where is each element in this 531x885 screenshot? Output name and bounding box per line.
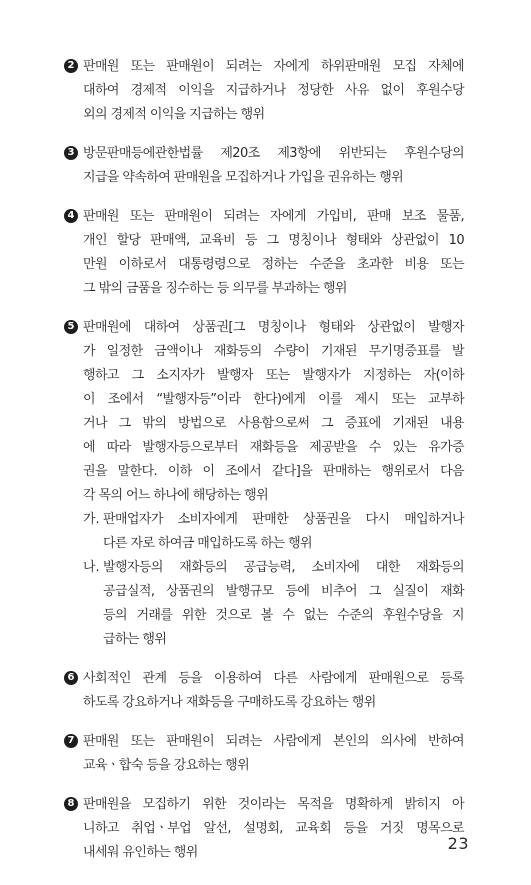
number-badge: 4: [64, 209, 78, 223]
text-line: 지급을 약속하여 판매원을 모집하거나 가입을 권유하는 행위: [83, 170, 404, 185]
text-line: 급하는 행위: [103, 632, 167, 647]
text-line: 가 일정한 금액이나 재화등의 수량이 기재된 무기명증표를 발: [83, 344, 464, 359]
text-line: 거나 그 밖의 방법으로 사용함으로써 그 증표에 기재된 내용: [83, 416, 464, 431]
text-line: 판매원에 대하여 상품권[그 명칭이나 형태와 상관없이 발행자: [83, 320, 464, 335]
text-line: 등의 거래를 위한 것으로 볼 수 없는 수준의 후원수당을 지: [103, 608, 464, 623]
number-badge: 8: [64, 797, 78, 811]
sub-item-ga: [83, 508, 464, 556]
list-item-6: [64, 667, 464, 715]
text-line: 에 따라 발행자등으로부터 재화등을 제공받을 수 있는 유가증: [83, 440, 464, 455]
list-item-8: [64, 793, 464, 865]
number-badge: 7: [64, 734, 78, 748]
text-line: 사회적인 관계 등을 이용하여 다른 사람에게 판매원으로 등록: [83, 671, 464, 686]
text-line: 공급실적, 상품권의 발행규모 등에 비추어 그 실질이 재화: [103, 584, 464, 599]
text-line: 내세워 유인하는 행위: [83, 845, 198, 860]
sub-item-marker: 나.: [83, 560, 100, 575]
text-line: 판매원 또는 판매원이 되려는 자에게 하위판매원 모집 자체에: [83, 59, 464, 74]
text-line: 이 조에서 “발행자등”이라 한다)에게 이를 제시 또는 교부하: [83, 392, 464, 407]
text-line: 판매원 또는 판매원이 되려는 자에게 가입비, 판매 보조 물품,: [83, 209, 464, 224]
number-badge: 5: [64, 320, 78, 334]
list-item-3: [64, 142, 464, 190]
text-line: 만원 이하로서 대통령령으로 정하는 수준을 초과한 비용 또는: [83, 257, 464, 272]
text-line: 하도록 강요하거나 재화등을 구매하도록 강요하는 행위: [83, 695, 376, 710]
list-item-5: [64, 316, 464, 652]
text-line: 판매업자가 소비자에게 판매한 상품권을 다시 매입하거나: [103, 512, 464, 527]
sub-item-na: [83, 556, 464, 652]
text-line: 판매원을 모집하기 위한 것이라는 목적을 명확하게 밝히지 아: [83, 797, 464, 812]
text-line: 판매원 또는 판매원이 되려는 사람에게 본인의 의사에 반하여: [83, 734, 464, 749]
text-line: 외의 경제적 이익을 지급하는 행위: [83, 107, 265, 122]
text-line: 교육ㆍ합숙 등을 강요하는 행위: [83, 758, 250, 773]
text-line: 개인 할당 판매액, 교육비 등 그 명칭이나 형태와 상관없이 10: [83, 233, 464, 248]
text-line: 권을 말한다. 이하 이 조에서 같다]을 판매하는 행위로서 다음: [83, 464, 464, 479]
text-line: 각 목의 어느 하나에 해당하는 행위: [83, 488, 269, 503]
text-line: 그 밖의 금품을 징수하는 등 의무를 부과하는 행위: [83, 281, 347, 296]
text-line: 니하고 취업ㆍ부업 알선, 설명회, 교육회 등을 거짓 명목으로: [83, 821, 464, 836]
number-badge: 2: [64, 59, 78, 73]
text-line: 방문판매등에관한법률 제20조 제3항에 위반되는 후원수당의: [83, 146, 464, 161]
text-line: 다른 자로 하여금 매입하도록 하는 행위: [103, 536, 312, 551]
text-line: 발행자등의 재화등의 공급능력, 소비자에 대한 재화등의: [103, 560, 464, 575]
list-item-7: [64, 730, 464, 778]
text-line: 대하여 경제적 이익을 지급하거나 정당한 사유 없이 후원수당: [83, 83, 464, 98]
document-body: [64, 55, 464, 865]
text-line: 행하고 그 소지자가 발행자 또는 발행자가 지정하는 자(이하: [83, 368, 464, 383]
list-item-4: [64, 205, 464, 301]
list-item-2: [64, 55, 464, 127]
number-badge: 3: [64, 146, 78, 160]
sub-item-marker: 가.: [83, 512, 100, 527]
number-badge: 6: [64, 671, 78, 685]
page-number: 23: [447, 834, 469, 853]
